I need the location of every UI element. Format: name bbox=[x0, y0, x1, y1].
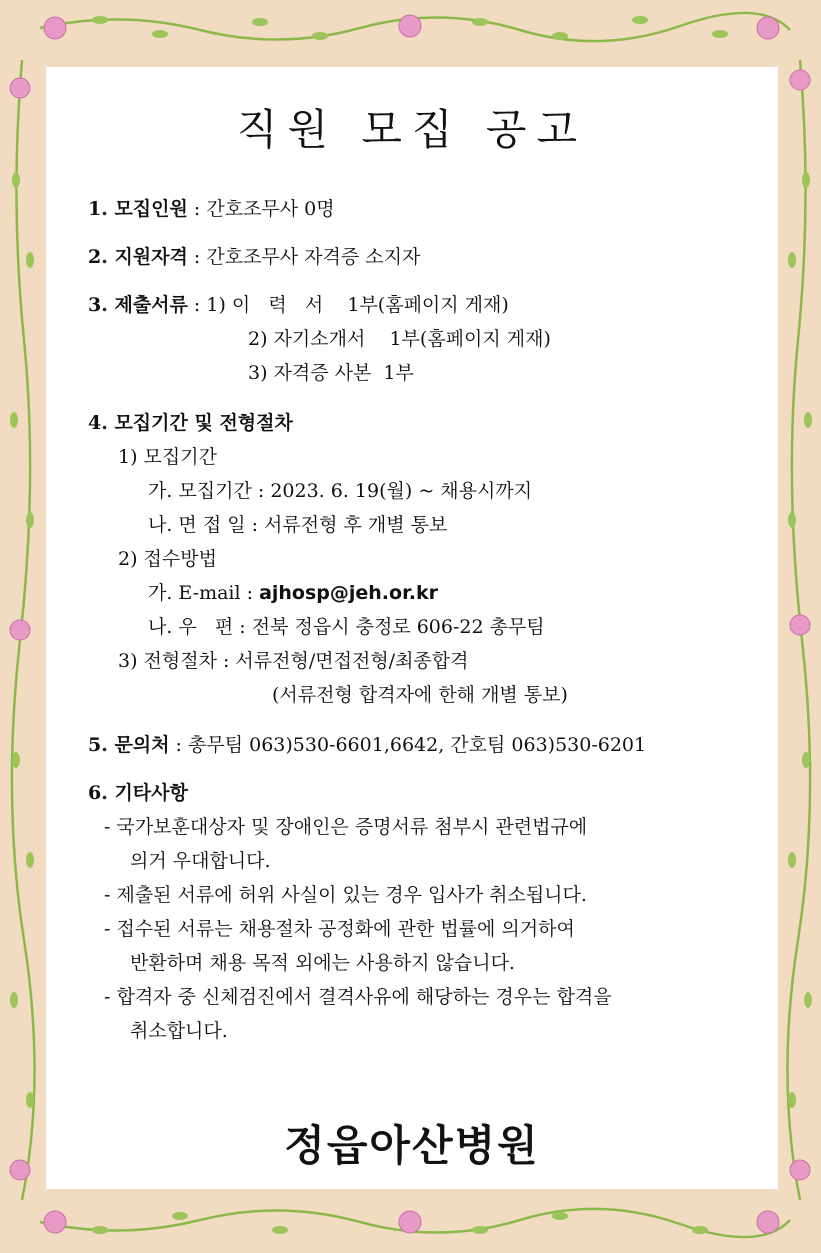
sub-item: 나. 우 편 : 전북 정읍시 충정로 606-22 총무팀 bbox=[148, 616, 545, 638]
separator: : bbox=[187, 294, 207, 316]
sub-heading: 3) 전형절차 : 서류전형/면접전형/최종합격 bbox=[118, 650, 469, 672]
section-label: 1. 모집인원 bbox=[88, 198, 188, 220]
sub-note: (서류전형 합격자에 한해 개별 통보) bbox=[272, 684, 568, 706]
note-item: 취소합니다. bbox=[130, 1020, 228, 1042]
section-contact bbox=[88, 733, 646, 757]
notice-paper bbox=[46, 67, 778, 1189]
email-address[interactable]: ajhosp@jeh.or.kr bbox=[259, 582, 438, 604]
separator: : bbox=[187, 246, 207, 268]
separator: : bbox=[187, 198, 207, 220]
sub-heading: 1) 모집기간 bbox=[118, 446, 217, 468]
document-item: 2) 자기소개서 1부(홈페이지 게재) bbox=[248, 328, 551, 350]
sub-item: 가. 모집기간 : 2023. 6. 19(월) ~ 채용시까지 bbox=[148, 480, 533, 502]
note-item: - 접수된 서류는 채용절차 공정화에 관한 법률에 의거하여 bbox=[104, 918, 575, 940]
section-label: 2. 지원자격 bbox=[88, 246, 188, 268]
section-qualification bbox=[88, 245, 420, 269]
document-item: 3) 자격증 사본 1부 bbox=[248, 362, 414, 384]
section-documents bbox=[88, 293, 509, 317]
section-recruit-count bbox=[88, 197, 335, 221]
note-item: 의거 우대합니다. bbox=[130, 850, 271, 872]
section-label: 5. 문의처 bbox=[88, 734, 170, 756]
page-title: 직원 모집 공고 bbox=[236, 105, 588, 154]
section-label: 6. 기타사항 bbox=[88, 782, 188, 804]
sub-item bbox=[148, 581, 438, 605]
note-item: - 합격자 중 신체검진에서 결격사유에 해당하는 경우는 합격을 bbox=[104, 986, 612, 1008]
section-label: 4. 모집기간 및 전형절차 bbox=[88, 412, 293, 434]
sub-item: 나. 면 접 일 : 서류전형 후 개별 통보 bbox=[148, 514, 448, 536]
email-label: 가. E-mail : bbox=[148, 582, 260, 604]
sub-heading: 2) 접수방법 bbox=[118, 548, 217, 570]
section-label: 3. 제출서류 bbox=[88, 294, 188, 316]
note-item: - 국가보훈대상자 및 장애인은 증명서류 첨부시 관련법규에 bbox=[104, 816, 588, 838]
section-value: 총무팀 063)530-6601,6642, 간호팀 063)530-6201 bbox=[188, 734, 647, 756]
note-item: - 제출된 서류에 허위 사실이 있는 경우 입사가 취소됩니다. bbox=[104, 884, 587, 906]
hospital-name: 정읍아산병원 bbox=[284, 1121, 540, 1170]
section-value: 간호조무사 자격증 소지자 bbox=[206, 246, 421, 268]
note-item: 반환하며 채용 목적 외에는 사용하지 않습니다. bbox=[130, 952, 515, 974]
document-item: 1) 이 력 서 1부(홈페이지 게재) bbox=[206, 294, 509, 316]
separator: : bbox=[169, 734, 188, 756]
section-value: 간호조무사 0명 bbox=[206, 198, 335, 220]
